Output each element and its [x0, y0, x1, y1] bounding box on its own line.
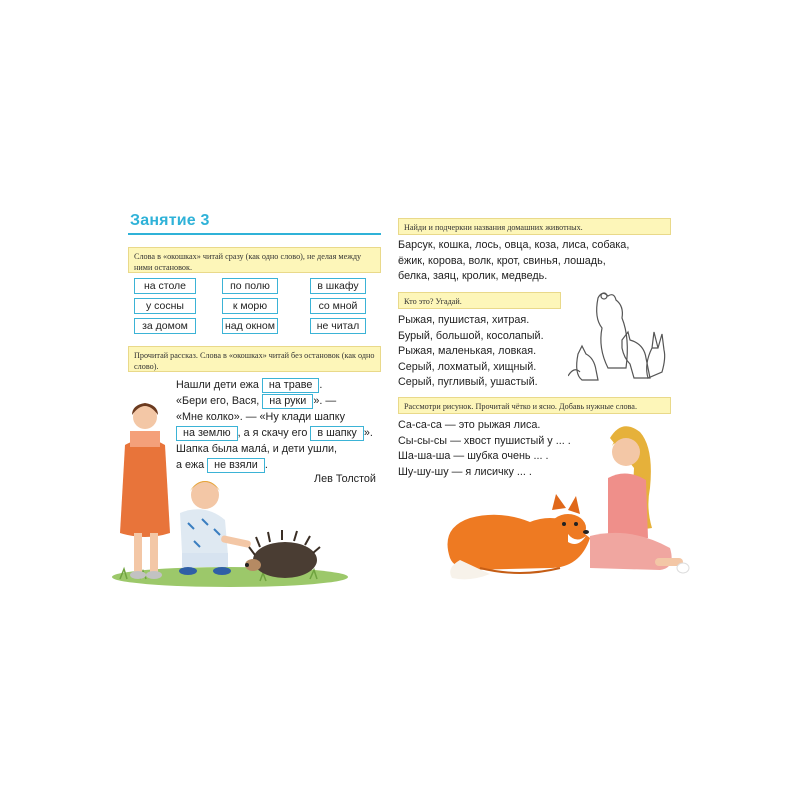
animal-line: белка, заяц, кролик, медведь.: [398, 270, 548, 282]
animal-outlines-illustration: [568, 288, 668, 384]
story-punct: .: [319, 379, 323, 391]
tongue-twister-line: Сы-сы-сы — хвост пушистый у ... .: [398, 434, 571, 447]
instruction-box-story: Прочитай рассказ. Слова в «окошках» читай без остановок (как одно слово).: [128, 346, 381, 372]
phrase-box: за домом: [134, 318, 196, 334]
story-word-box: на руки: [262, 394, 313, 409]
phrase-box: у сосны: [134, 298, 196, 314]
phrase-box: не читал: [310, 318, 366, 334]
instruction-box-windows: Слова в «окошках» читай сразу (как одно слово), не делая между ними остановок.: [128, 247, 381, 273]
riddle-line: Рыжая, пушистая, хитрая.: [398, 314, 530, 326]
riddle-line: Серый, лохматый, хищный.: [398, 360, 537, 373]
phrase-box: в шкафу: [310, 278, 366, 294]
phrase-box: со мной: [310, 298, 366, 314]
tongue-twister-line: Шу-шу-шу — я лисичку ... .: [398, 465, 532, 478]
story-line: а ежа: [176, 459, 205, 471]
phrase-box: над окном: [222, 318, 278, 334]
story-line: , а я скачу его: [237, 427, 308, 439]
story-word-box: не взяли: [207, 458, 265, 473]
story-line: «Мне колко». — «Ну клади шапку: [176, 411, 345, 423]
riddle-list: [398, 313, 578, 391]
story-line: Шапка была мала́, и дети ушли,: [176, 443, 338, 455]
tongue-twister-line: Ша-ша-ша — шубка очень ... .: [398, 450, 549, 462]
riddle-line: Серый, пугливый, ушастый.: [398, 376, 538, 388]
phrase-box: по полю: [222, 278, 278, 294]
story-line: «Бери его, Вася,: [176, 395, 260, 407]
instruction-box-tongue-twister: Рассмотри рисунок. Прочитай чётко и ясно. Добавь нужные слова.: [398, 397, 671, 414]
story-word-box: в шапку: [310, 426, 364, 441]
riddle-line: Рыжая, маленькая, ловкая.: [398, 345, 537, 357]
tongue-twister-line: Са-са-са — это рыжая лиса.: [398, 419, 541, 431]
animal-list: [398, 238, 678, 285]
story-author: Лев Толстой: [314, 473, 376, 485]
story-punct: ». —: [313, 395, 337, 407]
lesson-title: Занятие 3: [130, 212, 210, 229]
story-punct: .: [264, 459, 268, 471]
children-hedgehog-illustration: [110, 395, 350, 590]
title-underline: [128, 233, 381, 235]
phrase-box: на столе: [134, 278, 196, 294]
story-word-box: на землю: [176, 426, 238, 441]
phrase-box: к морю: [222, 298, 278, 314]
animal-line: Барсук, кошка, лось, овца, коза, лиса, собака,: [398, 239, 630, 251]
story-punct: ».: [363, 427, 373, 439]
story-word-box: на траве: [262, 378, 320, 393]
story-line: Нашли дети ежа: [176, 379, 259, 391]
girl-fox-illustration: [440, 418, 690, 586]
instruction-box-animals: Найди и подчеркни названия домашних животных.: [398, 218, 671, 235]
instruction-box-riddle: Кто это? Угадай.: [398, 292, 561, 309]
riddle-line: Бурый, большой, косолапый.: [398, 329, 544, 342]
animal-line: ёжик, корова, волк, крот, свинья, лошадь,: [398, 254, 606, 267]
